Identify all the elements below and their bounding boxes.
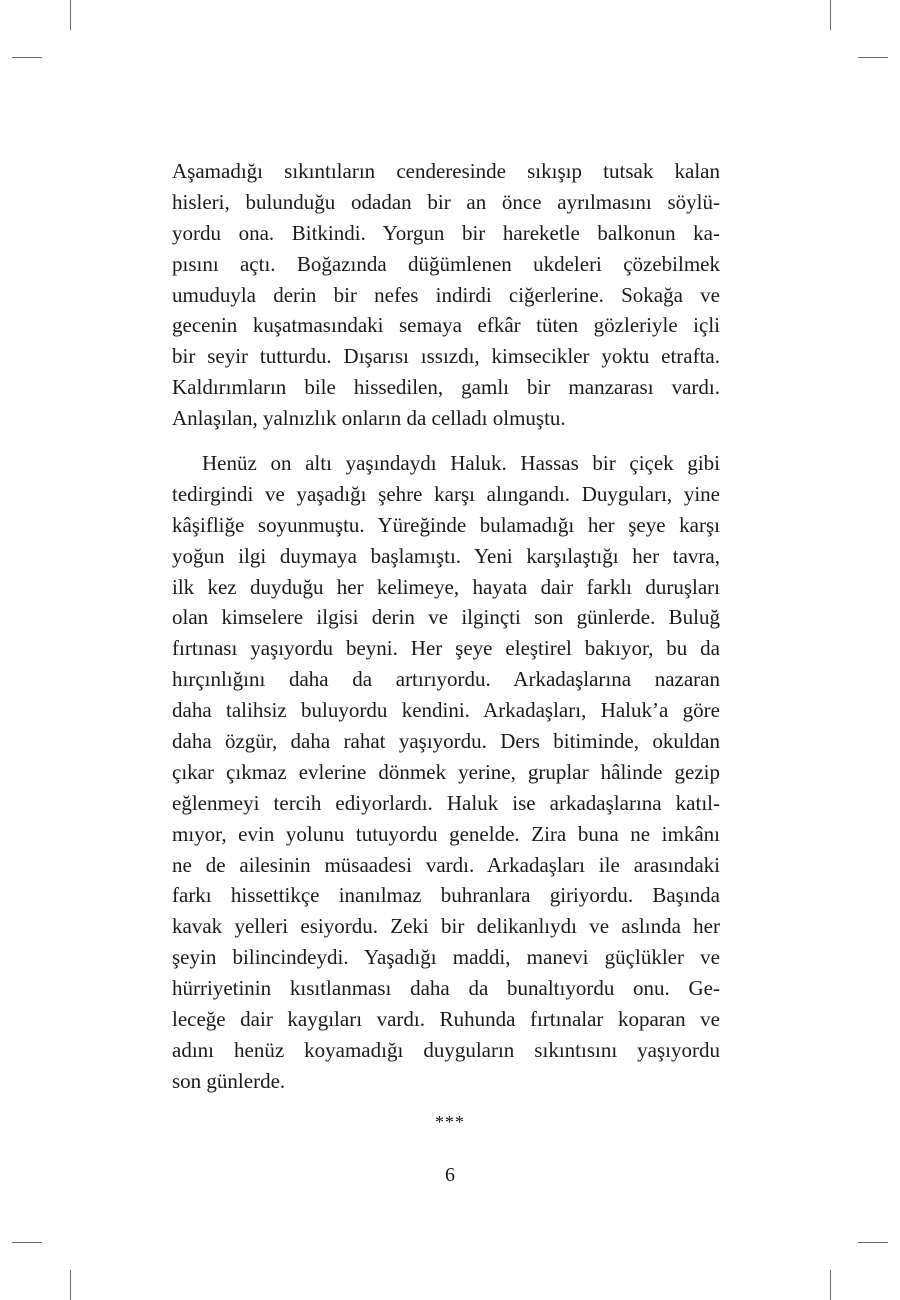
text-line: tedirgindi ve yaşadığı şehre karşı alıngandı. Duyguları, yine [172, 481, 720, 506]
text-line: yordu ona. Bitkindi. Yorgun bir hareketle balkonun ka- [172, 220, 720, 245]
text-line: gecenin kuşatmasındaki semaya efkâr tüten gözleriyle içli [172, 313, 720, 338]
text-line: Kaldırımların bile hissedilen, gamlı bir manzarası vardı. [172, 375, 720, 400]
text-line: bir seyir tutturdu. Dışarısı ıssızdı, kimsecikler yoktu etrafta. [172, 344, 720, 369]
page-number: 6 [445, 1164, 455, 1186]
text-line: umuduyla derin bir nefes indirdi ciğerlerine. Sokağa ve [172, 282, 720, 307]
text-line: leceğe dair kaygıları vardı. Ruhunda fırtınalar koparan ve [172, 1007, 720, 1032]
text-line: Aşamadığı sıkıntıların cenderesinde sıkışıp tutsak kalan [172, 159, 720, 183]
crop-mark-left-top [12, 57, 42, 58]
text-line: olan kimselere ilgisi derin ve ilginçti son günlerde. Buluğ [172, 605, 720, 630]
paragraph-spacer [172, 434, 720, 448]
text-line: adını henüz koyamadığı duyguların sıkıntısını yaşıyordu [172, 1037, 720, 1062]
text-line: Anlaşılan, yalnızlık onların da celladı olmuştu. [172, 406, 566, 431]
text-line: mıyor, evin yolunu tutuyordu genelde. Zira buna ne imkânı [172, 821, 720, 846]
crop-mark-right-top [858, 57, 888, 58]
text-line: kavak yelleri esiyordu. Zeki bir delikanlıydı ve aslında her [172, 914, 720, 939]
text-line: fırtınası yaşıyordu beyni. Her şeye eleştirel bakıyor, bu da [172, 636, 720, 661]
crop-mark-bottom-left [70, 1270, 71, 1300]
text-line: ne de ailesinin müsaadesi vardı. Arkadaşları ile arasındaki [172, 852, 720, 877]
text-line: ilk kez duyduğu her kelimeye, hayata dair farklı duruşları [172, 574, 720, 599]
text-line: eğlenmeyi tercih ediyorlardı. Haluk ise arkadaşlarına katıl- [172, 790, 720, 815]
crop-mark-left-bottom [12, 1242, 42, 1243]
crop-mark-right-bottom [858, 1242, 888, 1243]
paragraph-2 [172, 448, 720, 1097]
body-text [172, 156, 720, 1097]
text-line: kâşifliğe soyunmuştu. Yüreğinde bulamadığı her şeye karşı [172, 512, 720, 537]
text-line: daha talihsiz buluyordu kendini. Arkadaşları, Haluk’a göre [172, 698, 720, 723]
text-line: daha özgür, daha rahat yaşıyordu. Ders bitiminde, okuldan [172, 729, 720, 754]
text-line: yoğun ilgi duymaya başlamıştı. Yeni karşılaştığı her tavra, [172, 543, 720, 568]
text-line: farkı hissettikçe inanılmaz buhranlara giriyordu. Başında [172, 883, 720, 908]
text-line: hisleri, bulunduğu odadan bir an önce ayrılmasını söylü- [172, 189, 720, 214]
text-line: hürriyetinin kısıtlanması daha da bunaltıyordu onu. Ge- [172, 976, 720, 1001]
text-line: pısını açtı. Boğazında düğümlenen ukdeleri çözebilmek [172, 251, 720, 276]
text-line: son günlerde. [172, 1068, 286, 1093]
text-line: hırçınlığını daha da artırıyordu. Arkadaşlarına nazaran [172, 667, 720, 692]
text-line: çıkar çıkmaz evlerine dönmek yerine, gruplar hâlinde gezip [172, 759, 720, 784]
crop-mark-top-left [70, 0, 71, 30]
section-separator: *** [435, 1112, 465, 1132]
crop-mark-top-right [830, 0, 831, 30]
crop-mark-bottom-right [830, 1270, 831, 1300]
paragraph-1 [172, 156, 720, 434]
text-line: Henüz on altı yaşındaydı Haluk. Hassas bir çiçek gibi [202, 451, 720, 476]
text-line: şeyin bilincindeydi. Yaşadığı maddi, manevi güçlükler ve [172, 945, 720, 970]
